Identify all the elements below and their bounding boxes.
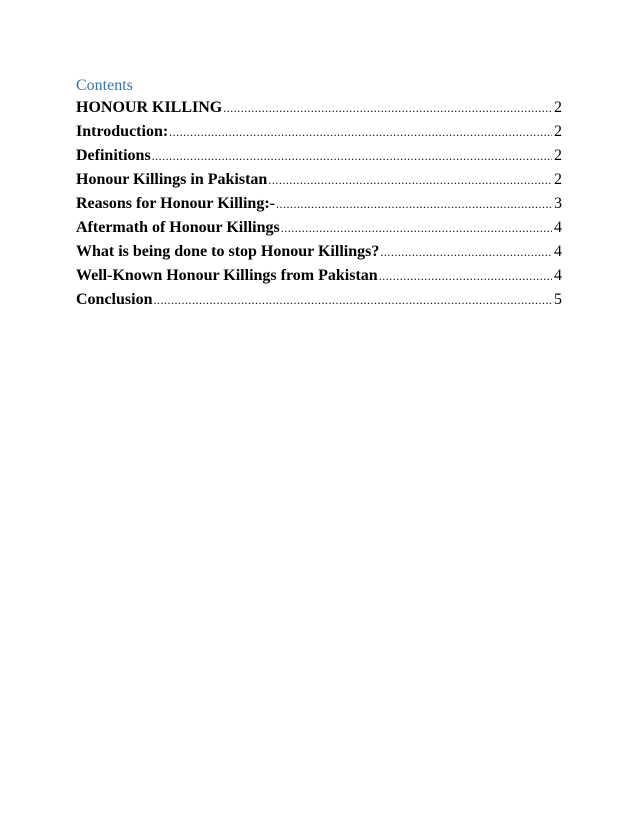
toc-entry-honour-killings-in-pakistan[interactable] xyxy=(76,168,562,192)
toc-dot-leader xyxy=(380,240,552,264)
toc-entry-aftermath[interactable] xyxy=(76,216,562,240)
toc-entry-page[interactable]: 2 xyxy=(554,99,562,116)
toc-entry-title[interactable]: Introduction: xyxy=(76,123,169,140)
toc-entry-page[interactable]: 2 xyxy=(554,171,562,188)
toc-dot-leader xyxy=(153,288,552,312)
toc-entry-title[interactable]: HONOUR KILLING xyxy=(76,99,223,116)
toc-dot-leader xyxy=(169,120,552,144)
toc-entry-page[interactable]: 4 xyxy=(554,267,562,284)
document-page xyxy=(76,76,562,312)
toc-entry-honour-killing[interactable] xyxy=(76,96,562,120)
toc-dot-leader xyxy=(223,96,552,120)
toc-entry-title[interactable]: Conclusion xyxy=(76,291,153,308)
toc-entry-page[interactable]: 5 xyxy=(554,291,562,308)
toc-heading: Contents xyxy=(76,77,133,94)
toc-entry-title[interactable]: Definitions xyxy=(76,147,151,164)
toc-entry-page[interactable]: 2 xyxy=(554,147,562,164)
toc-entry-page[interactable]: 2 xyxy=(554,123,562,140)
toc-dot-leader xyxy=(379,264,552,288)
toc-entry-title[interactable]: Well-Known Honour Killings from Pakistan xyxy=(76,267,378,284)
toc-entry-page[interactable]: 4 xyxy=(554,219,562,236)
toc-entry-what-is-being-done[interactable] xyxy=(76,240,562,264)
toc-entry-well-known[interactable] xyxy=(76,264,562,288)
toc-entry-title[interactable]: What is being done to stop Honour Killings? xyxy=(76,243,380,260)
toc-entry-reasons[interactable] xyxy=(76,192,562,216)
toc-dot-leader xyxy=(268,168,552,192)
toc-entry-definitions[interactable] xyxy=(76,144,562,168)
toc-entry-title[interactable]: Reasons for Honour Killing:- xyxy=(76,195,275,212)
toc-dot-leader xyxy=(276,192,552,216)
table-of-contents xyxy=(76,96,562,312)
toc-entry-page[interactable]: 4 xyxy=(554,243,562,260)
toc-entry-title[interactable]: Aftermath of Honour Killings xyxy=(76,219,280,236)
toc-dot-leader xyxy=(281,216,552,240)
toc-entry-introduction[interactable] xyxy=(76,120,562,144)
toc-entry-page[interactable]: 3 xyxy=(554,195,562,212)
toc-entry-title[interactable]: Honour Killings in Pakistan xyxy=(76,171,268,188)
toc-entry-conclusion[interactable] xyxy=(76,288,562,312)
toc-dot-leader xyxy=(152,144,552,168)
